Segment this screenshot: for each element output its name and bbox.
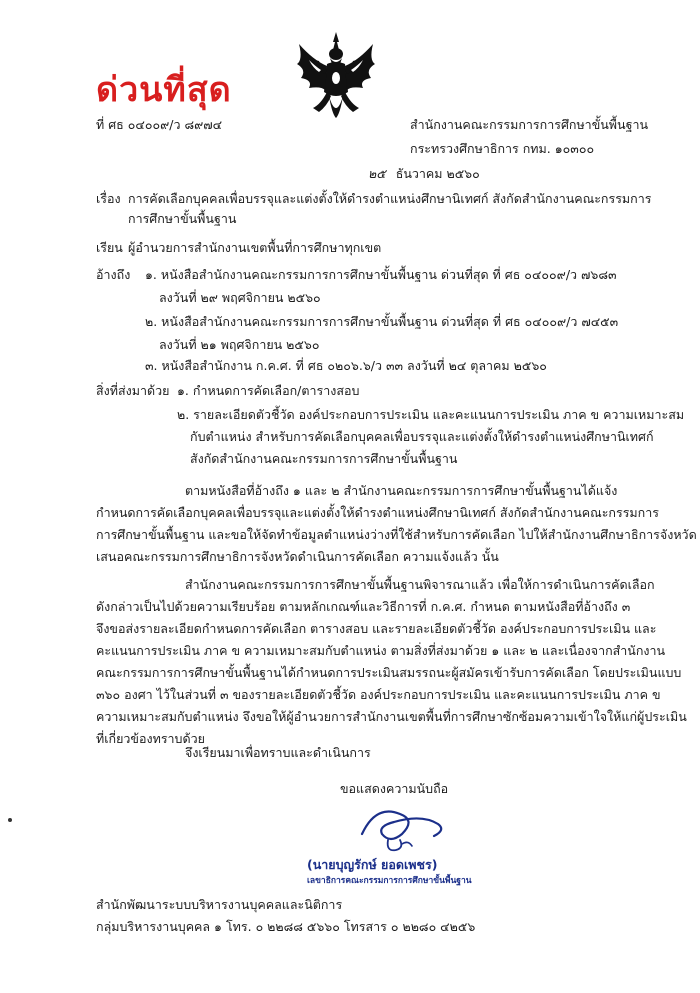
reference-1-line-1: ๑. หนังสือสำนักงานคณะกรรมการการศึกษาขั้นพื้นฐาน ด่วนที่สุด ที่ ศธ ๐๔๐๐๙/ว ๗๖๘๓	[145, 267, 617, 282]
para2-line-3: จึงขอส่งรายละเอียดกำหนดการคัดเลือก ตารางสอบ และรายละเอียดตัวชี้วัด องค์ประกอบการประเมิน และ	[96, 621, 657, 636]
para2-line-1: สำนักงานคณะกรรมการการศึกษาขั้นพื้นฐานพิจารณาแล้ว เพื่อให้การดำเนินการคัดเลือก	[185, 577, 655, 592]
subject-line-1: การคัดเลือกบุคคลเพื่อบรรจุและแต่งตั้งให้ดำรงตำแหน่งศึกษานิเทศก์ สังกัดสำนักงานคณะกรรมการ	[128, 191, 652, 206]
reference-2-line-2: ลงวันที่ ๒๑ พฤศจิกายน ๒๕๖๐	[159, 337, 320, 352]
reference-2-line-1: ๒. หนังสือสำนักงานคณะกรรมการการศึกษาขั้นพื้นฐาน ด่วนที่สุด ที่ ศธ ๐๔๐๐๙/ว ๗๔๕๓	[145, 314, 619, 329]
enclosures-label: สิ่งที่ส่งมาด้วย	[96, 383, 170, 398]
para2-line-4: คะแนนการประเมิน ภาค ข ความเหมาะสมกับตำแหน่ง ตามสิ่งที่ส่งมาด้วย ๑ และ ๒ และเนื่องจากสำนักงาน	[96, 643, 666, 658]
para2-line-2: ดังกล่าวเป็นไปด้วยความเรียบร้อย ตามหลักเกณฑ์และวิธีการที่ ก.ค.ศ. กำหนด ตามหนังสือที่อ้างถึง ๓	[96, 599, 631, 614]
document-date	[368, 164, 480, 183]
para2-line-5: คณะกรรมการการศึกษาขั้นพื้นฐานได้กำหนดการประเมินสมรรถนะผู้สมัครเข้ารับการคัดเลือก โดยประเมินแบบ	[96, 665, 682, 680]
reference-1-line-2: ลงวันที่ ๒๙ พฤศจิกายน ๒๕๖๐	[159, 290, 321, 305]
para1-line-1: ตามหนังสือที่อ้างถึง ๑ และ ๒ สำนักงานคณะกรรมการการศึกษาขั้นพื้นฐานได้แจ้ง	[185, 483, 618, 498]
signatory-title: เลขาธิการคณะกรรมการการศึกษาขั้นพื้นฐาน	[307, 876, 472, 886]
subject-label: เรื่อง	[96, 191, 121, 206]
handwritten-signature-icon	[342, 800, 472, 860]
signatory-name: (นายบุญรักษ์ ยอดเพชร)	[307, 857, 438, 872]
urgent-stamp: ด่วนที่สุด	[96, 70, 232, 110]
regards-line: ขอแสดงความนับถือ	[340, 781, 449, 796]
para2-line-8: ที่เกี่ยวข้องทราบด้วย	[96, 731, 205, 746]
enclosure-2-line-2: กับตำแหน่ง สำหรับการคัดเลือกบุคคลเพื่อบรรจุและแต่งตั้งให้ดำรงตำแหน่งศึกษานิเทศก์	[190, 429, 654, 444]
enclosure-2-line-1: ๒. รายละเอียดตัวชี้วัด องค์ประกอบการประเมิน และคะแนนการประเมิน ภาค ข ความเหมาะสม	[177, 407, 685, 422]
date-month-year: ธันวาคม ๒๕๖๐	[395, 166, 480, 181]
footer-unit: สำนักพัฒนาระบบบริหารงานบุคคลและนิติการ	[96, 897, 343, 912]
reference-3-line-1: ๓. หนังสือสำนักงาน ก.ค.ศ. ที่ ศธ ๐๒๐๖.๖/ว ๓๓ ลงวันที่ ๒๔ ตุลาคม ๒๕๖๐	[145, 358, 547, 373]
para1-line-2: กำหนดการคัดเลือกบุคคลเพื่อบรรจุและแต่งตั้งให้ดำรงตำแหน่งศึกษานิเทศก์ สังกัดสำนักงานคณะกรรมการ	[96, 505, 659, 520]
para1-line-4: เสนอคณะกรรมการศึกษาธิการจังหวัดดำเนินการคัดเลือก ความแจ้งแล้ว นั้น	[96, 549, 499, 564]
doc-number: ที่ ศธ ๐๔๐๐๙/ว ๘๙๗๔	[96, 117, 223, 132]
date-day: ๒๕	[368, 166, 386, 181]
para2-line-7: ความเหมาะสมกับตำแหน่ง จึงขอให้ผู้อำนวยการสำนักงานเขตพื้นที่การศึกษาซักซ้อมความเข้าใจให้แก่ผู้ประเมิน	[96, 709, 687, 724]
closing-line: จึงเรียนมาเพื่อทราบและดำเนินการ	[185, 745, 371, 760]
recipient-label: เรียน	[96, 240, 123, 255]
office-name: สำนักงานคณะกรรมการการศึกษาขั้นพื้นฐาน	[410, 117, 649, 132]
recipient-text: ผู้อำนวยการสำนักงานเขตพื้นที่การศึกษาทุกเขต	[128, 240, 382, 255]
subject-line-2: การศึกษาขั้นพื้นฐาน	[128, 211, 237, 226]
garuda-emblem-icon	[293, 30, 379, 122]
references-label: อ้างถึง	[96, 267, 131, 282]
para2-line-6: ๓๖๐ องศา ไว้ในส่วนที่ ๓ ของรายละเอียดตัวชี้วัด องค์ประกอบการประเมิน และคะแนนการประเมิน ภาค ข	[96, 687, 661, 702]
para1-line-3: การศึกษาขั้นพื้นฐาน และขอให้จัดทำข้อมูลตำแหน่งว่างที่ใช้สำหรับการคัดเลือก ไปให้สำนักงานศึกษาธิการจังหวัด	[96, 527, 697, 542]
office-address: กระทรวงศึกษาธิการ กทม. ๑๐๓๐๐	[410, 141, 595, 156]
enclosure-2-line-3: สังกัดสำนักงานคณะกรรมการการศึกษาขั้นพื้นฐาน	[190, 451, 458, 466]
scan-dot	[8, 818, 12, 822]
enclosure-1: ๑. กำหนดการคัดเลือก/ตารางสอบ	[177, 383, 360, 398]
footer-contact: กลุ่มบริหารงานบุคคล ๑ โทร. ๐ ๒๒๘๘ ๕๖๖๐ โทรสาร ๐ ๒๒๘๐ ๔๒๕๖	[96, 919, 476, 934]
